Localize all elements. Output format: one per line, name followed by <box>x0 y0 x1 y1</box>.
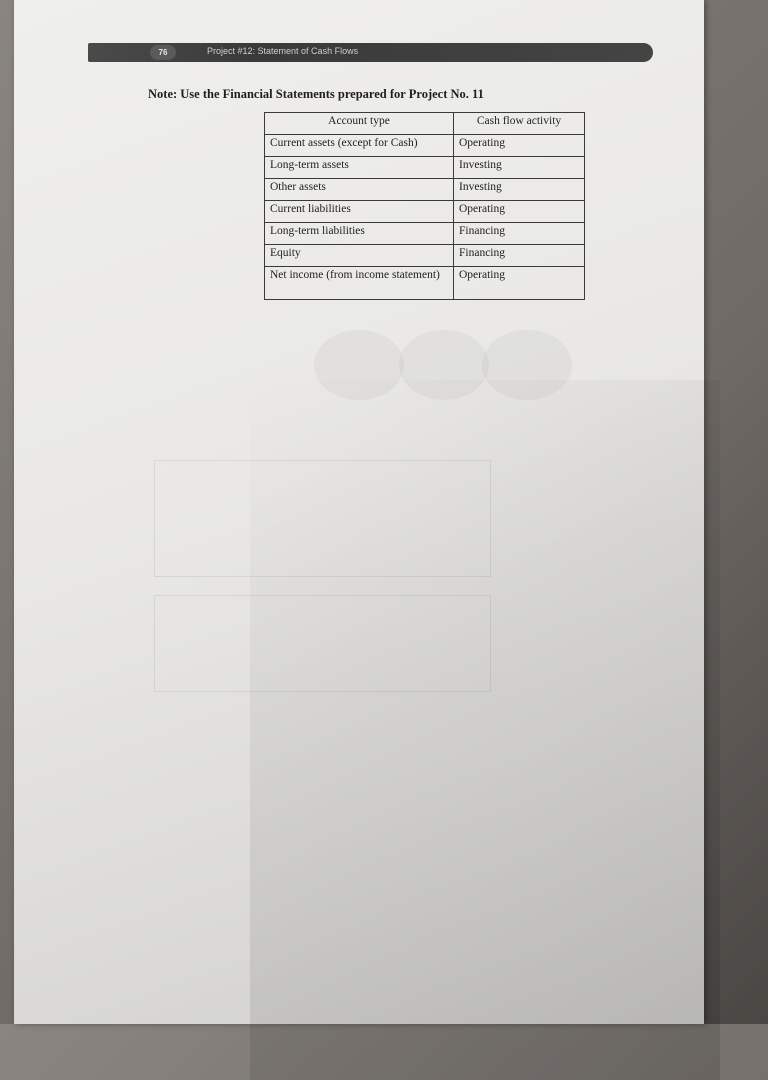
account-type-cell: Net income (from income statement) <box>265 267 454 300</box>
bleed-through-mark <box>314 330 404 400</box>
cash-flow-table <box>264 112 585 300</box>
table-row <box>265 157 585 179</box>
header-title: Project #12: Statement of Cash Flows <box>207 46 359 56</box>
account-type-cell: Equity <box>265 245 454 267</box>
bleed-through-mark <box>399 330 489 400</box>
activity-cell: Operating <box>454 201 585 223</box>
activity-cell: Investing <box>454 179 585 201</box>
table-row <box>265 245 585 267</box>
table-row <box>265 267 585 300</box>
note-text: Note: Use the Financial Statements prepared for Project No. 11 <box>148 87 484 101</box>
activity-cell: Financing <box>454 245 585 267</box>
table-row <box>265 201 585 223</box>
bleed-through-mark <box>482 330 572 400</box>
account-type-cell: Current assets (except for Cash) <box>265 135 454 157</box>
account-type-cell: Long-term assets <box>265 157 454 179</box>
table-header-row <box>265 113 585 135</box>
account-type-cell: Current liabilities <box>265 201 454 223</box>
table-row <box>265 223 585 245</box>
activity-cell: Financing <box>454 223 585 245</box>
activity-cell: Operating <box>454 267 585 300</box>
table-row <box>265 179 585 201</box>
account-type-cell: Long-term liabilities <box>265 223 454 245</box>
page-number: 76 <box>150 45 176 60</box>
column-header: Cash flow activity <box>454 113 585 135</box>
account-type-cell: Other assets <box>265 179 454 201</box>
activity-cell: Operating <box>454 135 585 157</box>
column-header: Account type <box>265 113 454 135</box>
table-row <box>265 135 585 157</box>
bleed-through-box <box>154 595 491 692</box>
activity-cell: Investing <box>454 157 585 179</box>
bleed-through-box <box>154 460 491 577</box>
